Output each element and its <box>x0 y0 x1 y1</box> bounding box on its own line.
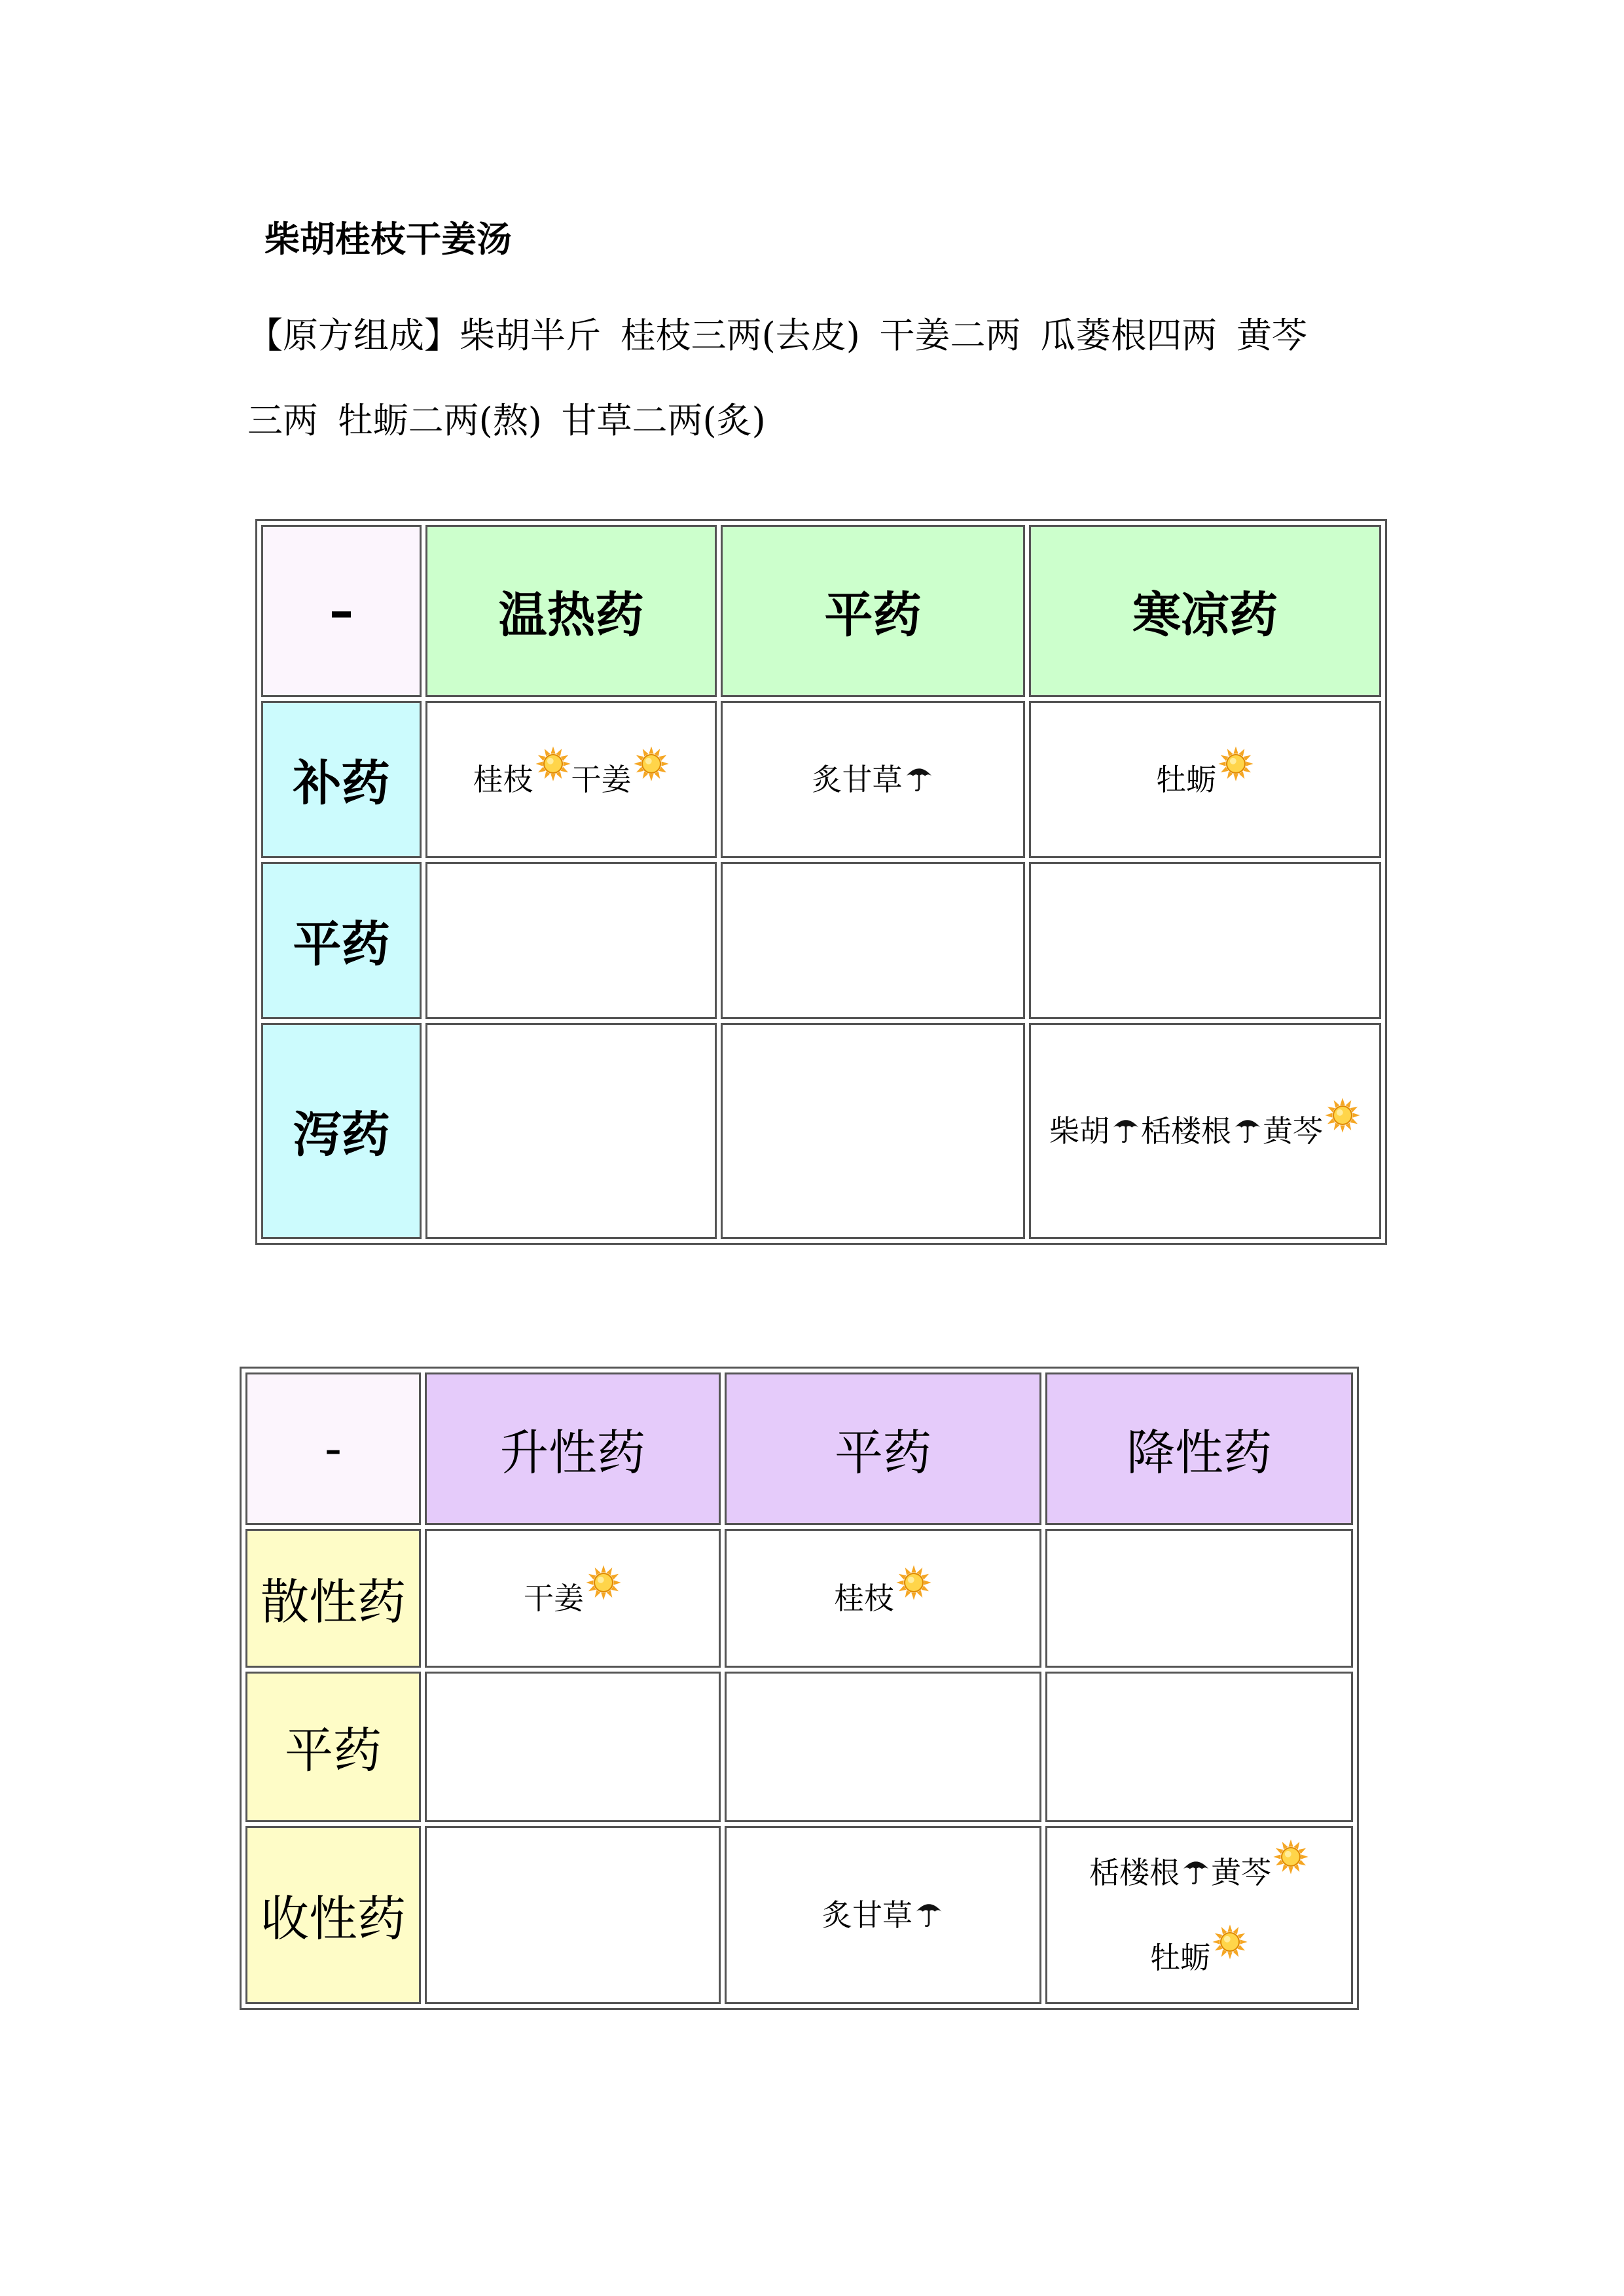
table-cell <box>1029 1023 1381 1239</box>
herb-entry <box>524 1581 622 1616</box>
herb-entry <box>1211 1855 1309 1890</box>
table-cell <box>425 1023 717 1239</box>
column-header-descending: 降性药 <box>1045 1372 1353 1525</box>
table-cell <box>1045 1529 1353 1668</box>
sun-icon <box>585 1564 622 1601</box>
sun-icon <box>895 1564 932 1601</box>
umbrella-icon <box>914 1898 944 1928</box>
cell-line <box>727 1556 1039 1641</box>
herb-name: 栝楼根 <box>1089 1855 1180 1890</box>
row-header-purge: 泻药 <box>261 1023 422 1239</box>
table-cell <box>425 1672 721 1822</box>
umbrella-icon <box>1181 1856 1211 1886</box>
herb-entry <box>1150 1940 1248 1975</box>
sun-icon <box>1212 1924 1248 1960</box>
sun-icon <box>1324 1097 1361 1134</box>
herb-name: 桂枝 <box>473 762 533 797</box>
composition-item: 瓜蒌根四两 <box>1040 315 1218 356</box>
sun-icon <box>1272 1839 1309 1875</box>
table-cell <box>725 1826 1041 2004</box>
herb-entry <box>1263 1113 1361 1149</box>
table-cell <box>721 862 1025 1019</box>
row-header-neutral: 平药 <box>245 1672 421 1822</box>
formula-composition <box>247 293 1399 463</box>
table-cell <box>725 1529 1041 1668</box>
sun-icon <box>535 745 571 782</box>
table-corner-cell: - <box>245 1372 421 1525</box>
composition-item: 桂枝三两(去皮) <box>620 315 860 356</box>
cell-line <box>427 1556 719 1641</box>
composition-item: 黄芩 <box>1236 315 1307 356</box>
table-cell <box>425 1826 721 2004</box>
herb-name: 栝楼根 <box>1141 1113 1231 1149</box>
table-cell <box>1029 701 1381 858</box>
umbrella-icon <box>1233 1114 1263 1144</box>
sun-icon <box>1218 745 1254 782</box>
table-corner-cell: – <box>261 525 422 697</box>
composition-label: 【原方组成】 <box>247 315 460 356</box>
page-title: 柴胡桂枝干姜汤 <box>264 219 512 260</box>
cell-line <box>723 737 1023 822</box>
composition-item: 柴胡半斤 <box>460 315 601 356</box>
composition-line-1 <box>247 293 1399 378</box>
column-header-cold: 寒凉药 <box>1029 525 1381 697</box>
cell-line <box>427 737 715 822</box>
herb-name: 干姜 <box>571 762 632 797</box>
table-cell <box>425 701 717 858</box>
herb-name: 桂枝 <box>834 1581 894 1616</box>
table-cell <box>425 862 717 1019</box>
umbrella-icon <box>904 762 934 793</box>
row-header-astringent: 收性药 <box>245 1826 421 2004</box>
nature-tonify-purge-table <box>255 519 1387 1245</box>
composition-line-2 <box>247 378 1399 463</box>
table-cell <box>425 1529 721 1668</box>
herb-name: 干姜 <box>524 1581 584 1616</box>
table-cell <box>1029 862 1381 1019</box>
herb-entry <box>1089 1855 1211 1890</box>
herb-entry <box>822 1897 944 1933</box>
composition-item: 甘草二两(炙) <box>561 400 766 441</box>
herb-name: 炙甘草 <box>822 1897 912 1933</box>
cell-line <box>1047 1915 1351 2000</box>
herb-name: 炙甘草 <box>812 762 903 797</box>
composition-item: 三两 <box>247 400 318 441</box>
column-header-neutral: 平药 <box>721 525 1025 697</box>
column-header-neutral: 平药 <box>725 1372 1041 1525</box>
row-header-dispersing: 散性药 <box>245 1529 421 1668</box>
herb-name: 黄芩 <box>1263 1113 1323 1149</box>
herb-entry <box>1141 1113 1263 1149</box>
cell-line <box>1031 737 1379 822</box>
herb-name: 牡蛎 <box>1150 1940 1210 1975</box>
column-header-warm: 温热药 <box>425 525 717 697</box>
cell-line <box>727 1873 1039 1958</box>
table-cell <box>1045 1826 1353 2004</box>
row-header-neutral: 平药 <box>261 862 422 1019</box>
ascend-descend-table <box>240 1367 1359 2010</box>
herb-name: 牡蛎 <box>1156 762 1216 797</box>
table-cell <box>721 701 1025 858</box>
cell-line <box>1031 1088 1379 1174</box>
herb-entry <box>473 762 571 797</box>
umbrella-icon <box>1111 1114 1141 1144</box>
herb-entry <box>812 762 934 797</box>
herb-entry <box>834 1581 932 1616</box>
herb-entry <box>1049 1113 1141 1149</box>
row-header-tonify: 补药 <box>261 701 422 858</box>
composition-item: 牡蛎二两(熬) <box>337 400 542 441</box>
table-cell <box>1045 1672 1353 1822</box>
cell-line <box>1047 1830 1351 1915</box>
table-cell <box>721 1023 1025 1239</box>
herb-entry <box>1156 762 1254 797</box>
herb-name: 柴胡 <box>1049 1113 1110 1149</box>
composition-item: 干姜二两 <box>879 315 1021 356</box>
herb-entry <box>571 762 670 797</box>
column-header-rising: 升性药 <box>425 1372 721 1525</box>
herb-name: 黄芩 <box>1211 1855 1271 1890</box>
table-cell <box>725 1672 1041 1822</box>
sun-icon <box>633 745 670 782</box>
